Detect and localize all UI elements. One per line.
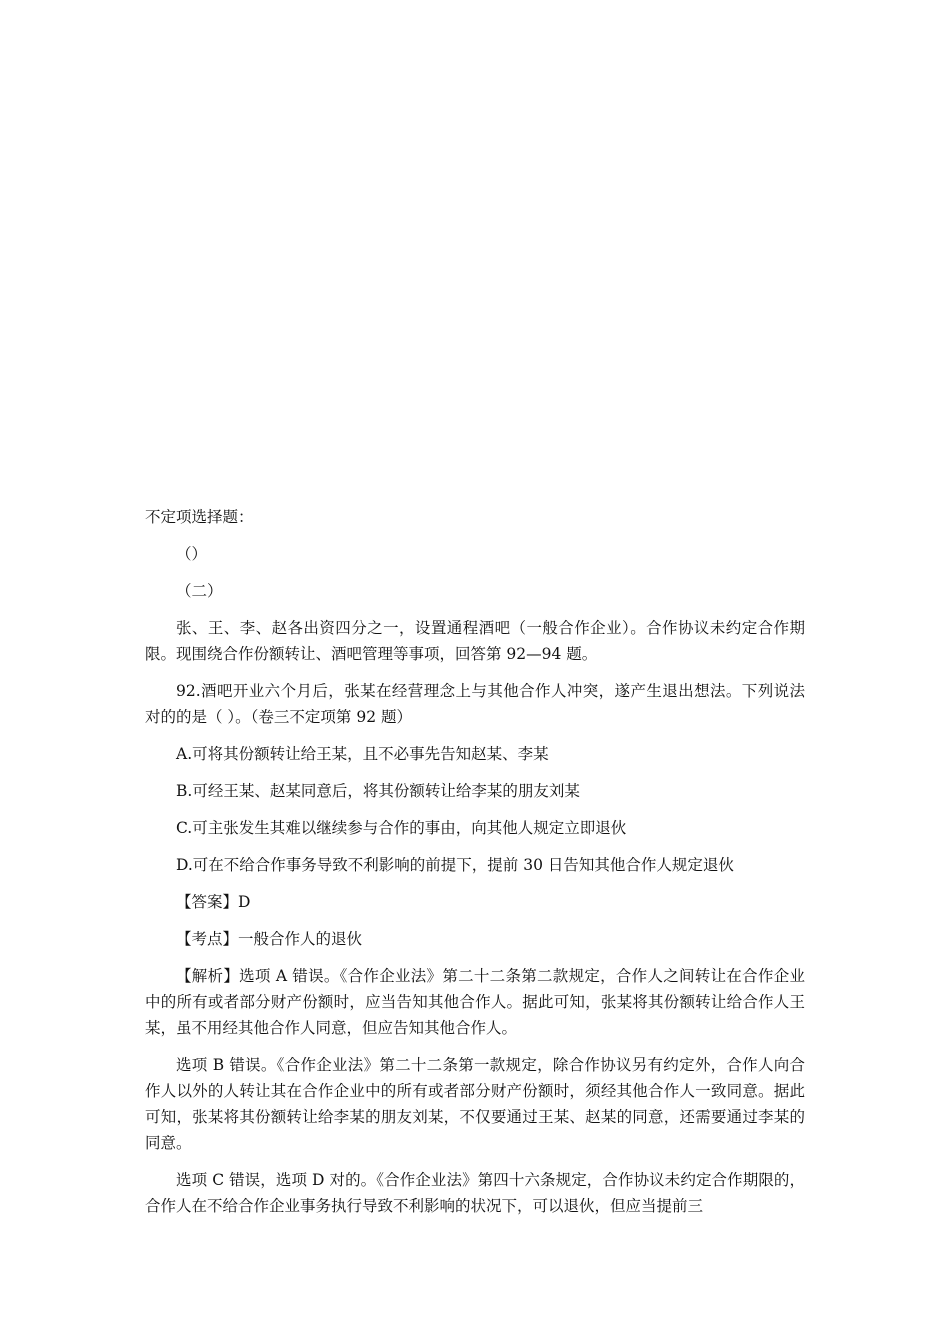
sub-heading-1: （） (176, 545, 208, 563)
intro-paragraph: 张、王、李、赵各出资四分之一，设置通程酒吧（一般合作企业）。合作协议未约定合作期限。现围绕合作份额转让、酒吧管理等事项，回答第 92—94 题。 (145, 619, 805, 663)
option-c: C.可主张发生其难以继续参与合作的事由，向其他人规定立即退伙 (176, 819, 627, 837)
document-body (145, 504, 805, 1230)
option-d: D.可在不给合作事务导致不利影响的前提下，提前 30 日告知其他合作人规定退伙 (176, 856, 734, 874)
sub-heading-2: （二） (176, 582, 223, 600)
analysis-a-text: 选项 A 错误。《合作企业法》第二十二条第二款规定，合作人之间转让在合作企业中的所有或者部分财产份额时，应当告知其他合作人。据此可知，张某将其份额转让给合作人王某，虽不用经其他合作人同意，但应告知其他合作人。 (145, 967, 805, 1037)
analysis-a-paragraph (145, 963, 805, 1041)
analysis-label: 【解析】 (176, 967, 240, 985)
question-92: 92.酒吧开业六个月后，张某在经营理念上与其他合作人冲突，遂产生退出想法。下列说法对的的是（ ）。（卷三不定项第 92 题） (145, 682, 805, 726)
analysis-b-paragraph: 选项 B 错误。《合作企业法》第二十二条第一款规定，除合作协议另有约定外，合作人向合作人以外的人转让其在合作企业中的所有或者部分财产份额时，须经其他合作人一致同意。据此可知，张某将其份额转让给李某的朋友刘某，不仅要通过王某、赵某的同意，还需要通过李某的同意。 (145, 1056, 805, 1152)
point-label: 【考点】 (176, 930, 239, 948)
option-a: A.可将其份额转让给王某，且不必事先告知赵某、李某 (176, 745, 549, 763)
point-value: 一般合作人的退伙 (238, 930, 363, 948)
option-b: B.可经王某、赵某同意后，将其份额转让给李某的朋友刘某 (176, 782, 580, 800)
answer-value: D (238, 893, 251, 911)
section-heading: 不定项选择题： (145, 508, 254, 526)
answer-line (145, 889, 805, 915)
analysis-cd-paragraph: 选项 C 错误，选项 D 对的。《合作企业法》第四十六条规定，合作协议未约定合作期限的，合作人在不给合作企业事务执行导致不利影响的状况下，可以退伙，但应当提前三 (145, 1171, 805, 1215)
answer-label: 【答案】 (176, 893, 239, 911)
point-line (145, 926, 805, 952)
